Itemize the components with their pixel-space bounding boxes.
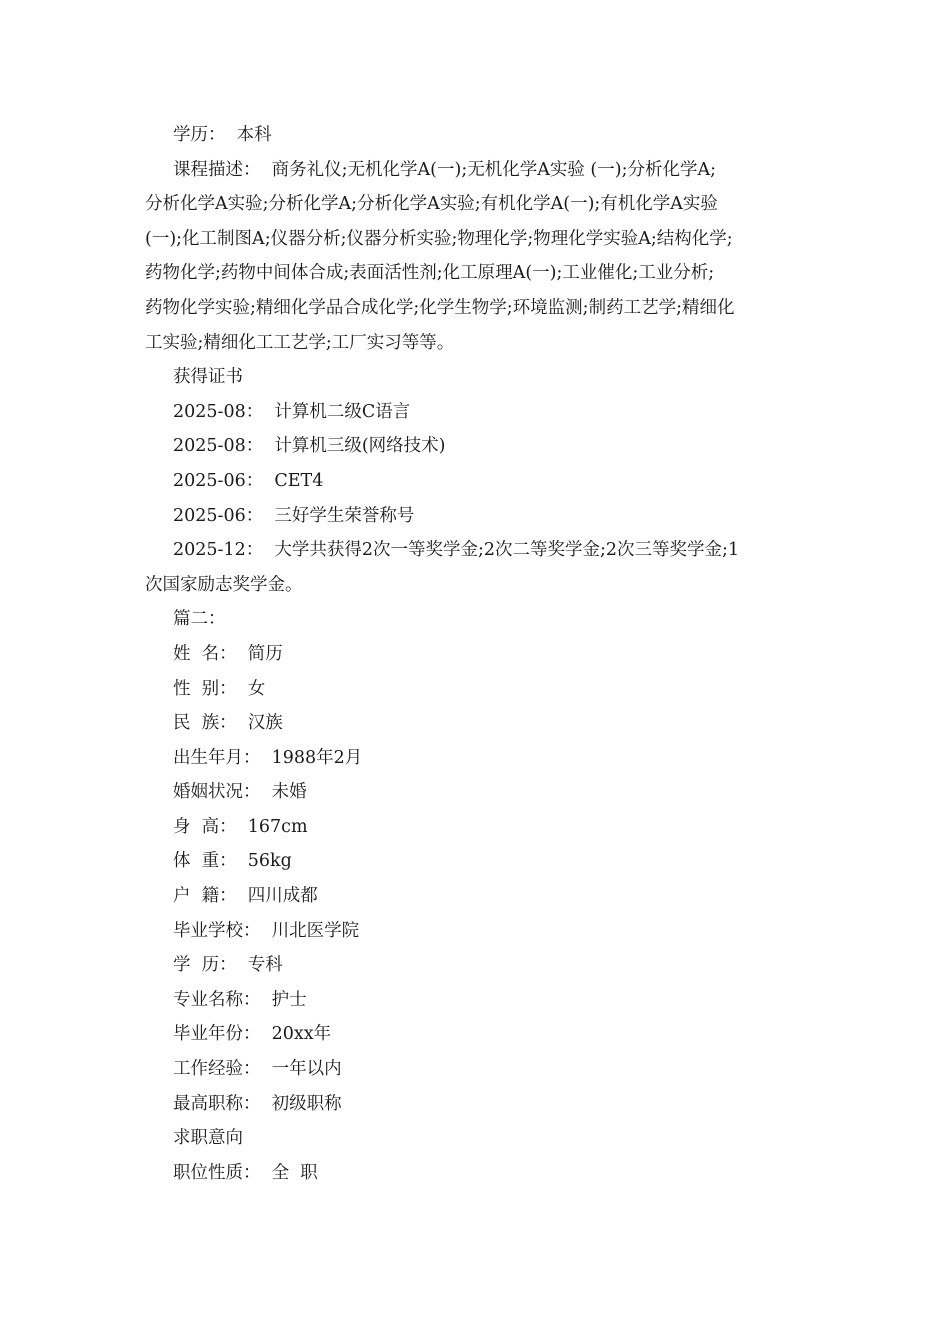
field-row-birth: [145, 741, 810, 776]
field-value: 56kg: [247, 851, 292, 872]
certificate-date: 2025-06：: [173, 470, 264, 491]
certificate-item: [145, 429, 810, 464]
field-row-hukou: [145, 879, 810, 914]
certificates-heading: 获得证书: [173, 367, 243, 388]
field-value: 专科: [247, 955, 283, 976]
field-row-major: [145, 983, 810, 1018]
field-row-education: [145, 948, 810, 983]
courses-line: 商务礼仪;无机化学A(一);无机化学A实验 (一);分析化学A;: [271, 159, 717, 180]
certificate-item: [145, 499, 810, 534]
courses-line: 工实验;精细化工工艺学;工厂实习等等。: [145, 332, 455, 353]
field-value: 全 职: [271, 1162, 318, 1183]
courses-line: 药物化学;药物中间体合成;表面活性剂;化工原理A(一);工业催化;工业分析;: [145, 263, 715, 284]
field-label: 毕业学校：: [173, 920, 261, 941]
field-row-weight: [145, 844, 810, 879]
certificate-item: [145, 533, 810, 568]
courses-label: 课程描述：: [173, 159, 261, 180]
courses-line: (一);化工制图A;仪器分析;仪器分析实验;物理化学;物理化学实验A;结构化学;: [145, 228, 733, 249]
certificate-text: 计算机三级(网络技术): [274, 436, 446, 457]
field-label: 户 籍：: [173, 886, 237, 907]
field-value: 20xx年: [271, 1024, 332, 1045]
field-value: 未婚: [271, 782, 307, 803]
field-label: 职位性质：: [173, 1162, 261, 1183]
field-row-ethnicity: [145, 706, 810, 741]
certificate-text: 大学共获得2次一等奖学金;2次二等奖学金;2次三等奖学金;1: [274, 540, 740, 561]
certificate-date: 2025-08：: [173, 401, 264, 422]
courses-line: 药物化学实验;精细化学品合成化学;化学生物学;环境监测;制药工艺学;精细化: [145, 297, 735, 318]
certificate-item: [145, 464, 810, 499]
field-label: 工作经验：: [173, 1059, 261, 1080]
certificate-date: 2025-08：: [173, 436, 264, 457]
courses-line: 分析化学A实验;分析化学A;分析化学A实验;有机化学A(一);有机化学A实验: [145, 194, 718, 215]
field-row-experience: [145, 1052, 810, 1087]
field-label: 体 重：: [173, 851, 237, 872]
field-value: 四川成都: [247, 886, 318, 907]
field-row-job-type: [145, 1156, 810, 1191]
field-label: 学 历：: [173, 955, 237, 976]
document-body: [145, 118, 810, 1190]
field-label: 婚姻状况：: [173, 782, 261, 803]
education-label: 学历：: [173, 125, 226, 145]
field-row-title: [145, 1087, 810, 1122]
part-two-heading: 篇二：: [173, 609, 226, 630]
field-value: 1988年2月: [271, 747, 363, 768]
field-row-gender: [145, 672, 810, 707]
field-label: 性 别：: [173, 678, 237, 699]
certificate-date: 2025-12：: [173, 540, 264, 561]
field-value: 一年以内: [271, 1059, 342, 1080]
field-label: 身 高：: [173, 816, 237, 837]
field-row-grad-year: [145, 1017, 810, 1052]
courses-row: [145, 153, 810, 188]
field-label: 姓 名：: [173, 643, 237, 664]
field-label: 民 族：: [173, 713, 237, 734]
education-row: [145, 118, 810, 153]
field-label: 专业名称：: [173, 989, 261, 1010]
field-row-marital: [145, 775, 810, 810]
certificate-text: CET4: [274, 470, 324, 491]
field-row-height: [145, 810, 810, 845]
job-intent-heading: 求职意向: [173, 1128, 243, 1149]
certificate-continuation: 次国家励志奖学金。: [145, 574, 303, 595]
field-row-name: [145, 637, 810, 672]
field-row-school: [145, 914, 810, 949]
certificate-text: 计算机二级C语言: [274, 401, 411, 422]
field-value: 简历: [247, 643, 283, 664]
field-label: 毕业年份：: [173, 1024, 261, 1045]
field-value: 167cm: [247, 816, 308, 837]
certificate-date: 2025-06：: [173, 505, 264, 526]
certificate-item: [145, 395, 810, 430]
field-value: 初级职称: [271, 1093, 342, 1114]
field-value: 川北医学院: [271, 920, 360, 941]
education-value: 本科: [236, 125, 272, 145]
field-value: 护士: [271, 989, 307, 1010]
field-label: 出生年月：: [173, 747, 261, 768]
field-value: 女: [247, 678, 266, 699]
certificate-text: 三好学生荣誉称号: [274, 505, 415, 526]
field-label: 最高职称：: [173, 1093, 261, 1114]
field-value: 汉族: [247, 713, 283, 734]
